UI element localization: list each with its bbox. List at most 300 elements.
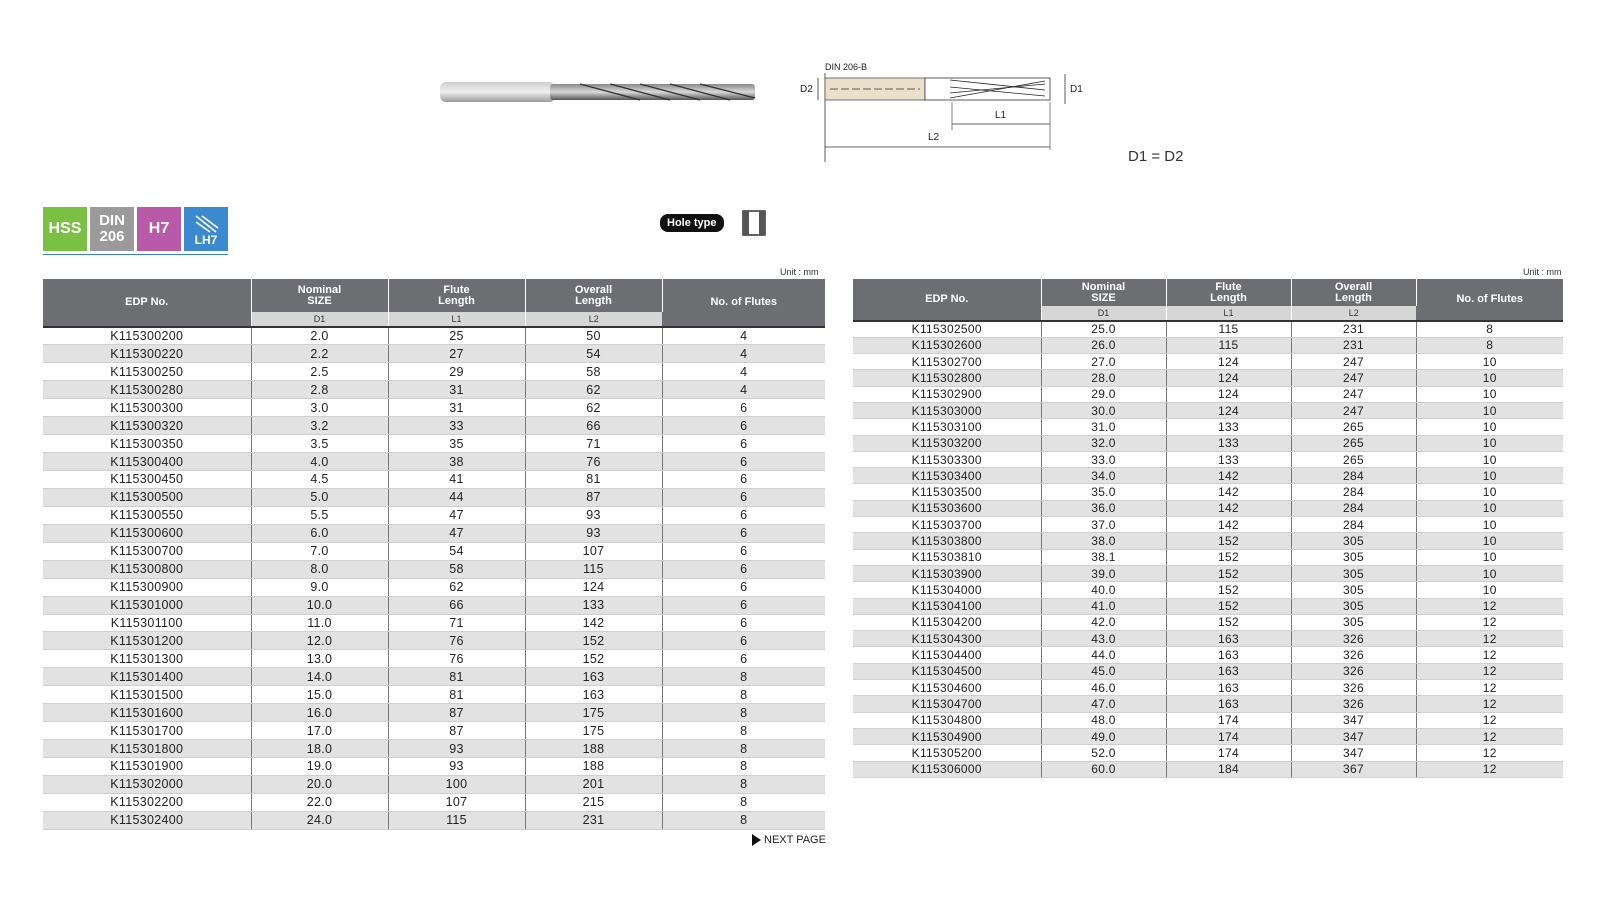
din-badge <box>90 207 134 251</box>
flute-count-cell: 6 <box>662 524 825 542</box>
nominal-size-cell: 15.0 <box>251 686 388 704</box>
edp-number-cell: K115301500 <box>43 686 251 704</box>
edp-number-cell: K115300450 <box>43 471 251 489</box>
flute-length-cell: 142 <box>1166 500 1291 516</box>
flute-length-cell: 93 <box>388 758 525 776</box>
nominal-size-cell: 30.0 <box>1041 402 1166 418</box>
flute-length-cell: 152 <box>1166 565 1291 581</box>
table-row <box>853 582 1563 598</box>
standard-label: DIN 206-B <box>825 62 868 72</box>
nominal-size-cell: 41.0 <box>1041 598 1166 614</box>
edp-number-cell: K115303900 <box>853 565 1041 581</box>
nominal-size-cell: 9.0 <box>251 578 388 596</box>
edp-number-cell: K115304100 <box>853 598 1041 614</box>
flute-count-cell: 8 <box>662 704 825 722</box>
edp-number-cell: K115304000 <box>853 582 1041 598</box>
overall-length-cell: 163 <box>525 686 662 704</box>
overall-length-cell: 347 <box>1291 728 1416 744</box>
flute-length-cell: 163 <box>1166 680 1291 696</box>
unit-label-left: Unit : mm <box>780 267 819 277</box>
flute-count-cell: 8 <box>662 722 825 740</box>
table-row <box>43 345 825 363</box>
table-row <box>43 650 825 668</box>
table-row <box>853 663 1563 679</box>
col-edp: EDP No. <box>43 279 251 327</box>
flute-length-cell: 163 <box>1166 647 1291 663</box>
table-body-left <box>43 327 825 829</box>
col-overall-sub: L2 <box>525 312 662 327</box>
d1-label: D1 <box>1070 84 1083 95</box>
overall-length-cell: 305 <box>1291 533 1416 549</box>
flute-count-cell: 10 <box>1416 402 1563 418</box>
nominal-size-cell: 28.0 <box>1041 370 1166 386</box>
edp-number-cell: K115301000 <box>43 596 251 614</box>
flute-count-cell: 10 <box>1416 354 1563 370</box>
flute-length-cell: 163 <box>1166 663 1291 679</box>
flute-length-cell: 41 <box>388 471 525 489</box>
flute-length-cell: 35 <box>388 435 525 453</box>
table-row <box>853 647 1563 663</box>
nominal-size-cell: 42.0 <box>1041 614 1166 630</box>
overall-length-cell: 326 <box>1291 680 1416 696</box>
edp-number-cell: K115302400 <box>43 811 251 829</box>
table-row <box>43 506 825 524</box>
overall-length-cell: 133 <box>525 596 662 614</box>
lh7-badge-label: LH7 <box>194 233 218 248</box>
overall-length-cell: 107 <box>525 542 662 560</box>
nominal-size-cell: 38.1 <box>1041 549 1166 565</box>
flute-length-cell: 142 <box>1166 484 1291 500</box>
nominal-size-cell: 3.5 <box>251 435 388 453</box>
overall-length-cell: 284 <box>1291 468 1416 484</box>
flute-count-cell: 10 <box>1416 484 1563 500</box>
col-nominal: Nominal SIZE <box>251 279 388 312</box>
flute-length-cell: 142 <box>1166 517 1291 533</box>
edp-number-cell: K115300700 <box>43 542 251 560</box>
flute-count-cell: 6 <box>662 578 825 596</box>
col-overall-length: Overall Length <box>1291 279 1416 306</box>
table-row <box>853 533 1563 549</box>
edp-number-cell: K115300280 <box>43 381 251 399</box>
edp-number-cell: K115303300 <box>853 451 1041 467</box>
flute-count-cell: 10 <box>1416 517 1563 533</box>
overall-length-cell: 50 <box>525 327 662 345</box>
edp-number-cell: K115303500 <box>853 484 1041 500</box>
next-page-label: NEXT PAGE <box>764 834 826 846</box>
nominal-size-cell: 45.0 <box>1041 663 1166 679</box>
edp-number-cell: K115300550 <box>43 506 251 524</box>
edp-number-cell: K115302700 <box>853 354 1041 370</box>
edp-number-cell: K115304900 <box>853 728 1041 744</box>
edp-number-cell: K115304800 <box>853 712 1041 728</box>
flute-count-cell: 8 <box>662 775 825 793</box>
flute-count-cell: 6 <box>662 435 825 453</box>
nominal-size-cell: 2.2 <box>251 345 388 363</box>
flute-count-cell: 8 <box>662 686 825 704</box>
flute-length-cell: 142 <box>1166 468 1291 484</box>
table-row <box>43 417 825 435</box>
hss-badge: HSS <box>43 207 87 251</box>
table-row <box>43 740 825 758</box>
overall-length-cell: 247 <box>1291 354 1416 370</box>
edp-number-cell: K115303000 <box>853 402 1041 418</box>
table-row <box>853 451 1563 467</box>
flute-length-cell: 133 <box>1166 419 1291 435</box>
edp-number-cell: K115303700 <box>853 517 1041 533</box>
nominal-size-cell: 40.0 <box>1041 582 1166 598</box>
nominal-size-cell: 31.0 <box>1041 419 1166 435</box>
overall-length-cell: 305 <box>1291 614 1416 630</box>
nominal-size-cell: 5.5 <box>251 506 388 524</box>
flute-count-cell: 6 <box>662 471 825 489</box>
overall-length-cell: 62 <box>525 399 662 417</box>
overall-length-cell: 284 <box>1291 500 1416 516</box>
overall-length-cell: 231 <box>1291 321 1416 337</box>
table-row <box>853 354 1563 370</box>
reamer-spec-table-right <box>853 279 1563 778</box>
flute-count-cell: 4 <box>662 381 825 399</box>
nominal-size-cell: 20.0 <box>251 775 388 793</box>
flute-count-cell: 12 <box>1416 663 1563 679</box>
nominal-size-cell: 13.0 <box>251 650 388 668</box>
edp-number-cell: K115304400 <box>853 647 1041 663</box>
overall-length-cell: 152 <box>525 650 662 668</box>
spec-badges <box>43 207 228 255</box>
nominal-size-cell: 25.0 <box>1041 321 1166 337</box>
flute-length-cell: 133 <box>1166 451 1291 467</box>
flute-length-cell: 124 <box>1166 370 1291 386</box>
overall-length-cell: 326 <box>1291 663 1416 679</box>
overall-length-cell: 58 <box>525 363 662 381</box>
nominal-size-cell: 12.0 <box>251 632 388 650</box>
flute-length-cell: 47 <box>388 524 525 542</box>
nominal-size-cell: 36.0 <box>1041 500 1166 516</box>
flute-length-cell: 31 <box>388 381 525 399</box>
l1-label: L1 <box>995 110 1007 121</box>
edp-number-cell: K115304700 <box>853 696 1041 712</box>
table-row <box>853 435 1563 451</box>
reamer-photo <box>440 78 760 106</box>
table-row <box>43 793 825 811</box>
table-row <box>43 471 825 489</box>
din-badge-line1: DIN <box>99 212 125 230</box>
flute-length-cell: 62 <box>388 578 525 596</box>
nominal-size-cell: 16.0 <box>251 704 388 722</box>
flute-count-cell: 10 <box>1416 451 1563 467</box>
overall-length-cell: 326 <box>1291 696 1416 712</box>
table-row <box>43 722 825 740</box>
flute-count-cell: 10 <box>1416 533 1563 549</box>
flute-count-cell: 10 <box>1416 435 1563 451</box>
flute-length-cell: 47 <box>388 506 525 524</box>
flute-length-cell: 174 <box>1166 712 1291 728</box>
flute-count-cell: 12 <box>1416 696 1563 712</box>
table-row <box>853 386 1563 402</box>
overall-length-cell: 71 <box>525 435 662 453</box>
overall-length-cell: 305 <box>1291 598 1416 614</box>
din-badge-line2: 206 <box>99 228 125 245</box>
nominal-size-cell: 2.8 <box>251 381 388 399</box>
overall-length-cell: 115 <box>525 560 662 578</box>
unit-label-right: Unit : mm <box>1523 267 1562 277</box>
overall-length-cell: 124 <box>525 578 662 596</box>
table-row <box>43 578 825 596</box>
edp-number-cell: K115300350 <box>43 435 251 453</box>
table-row <box>43 327 825 345</box>
flute-count-cell: 6 <box>662 596 825 614</box>
flute-count-cell: 12 <box>1416 598 1563 614</box>
table-row <box>853 712 1563 728</box>
overall-length-cell: 305 <box>1291 549 1416 565</box>
flute-length-cell: 87 <box>388 704 525 722</box>
table-row <box>853 419 1563 435</box>
edp-number-cell: K115301700 <box>43 722 251 740</box>
col-flute-sub: L1 <box>1166 306 1291 321</box>
edp-number-cell: K115303100 <box>853 419 1041 435</box>
nominal-size-cell: 27.0 <box>1041 354 1166 370</box>
col-nominal-sub: D1 <box>1041 306 1166 321</box>
flute-count-cell: 10 <box>1416 386 1563 402</box>
nominal-size-cell: 39.0 <box>1041 565 1166 581</box>
flute-count-cell: 6 <box>662 632 825 650</box>
flute-count-cell: 12 <box>1416 745 1563 761</box>
flute-count-cell: 6 <box>662 488 825 506</box>
flute-count-cell: 8 <box>1416 337 1563 353</box>
nominal-size-cell: 6.0 <box>251 524 388 542</box>
table-row <box>853 696 1563 712</box>
nominal-size-cell: 17.0 <box>251 722 388 740</box>
overall-length-cell: 265 <box>1291 451 1416 467</box>
table-row <box>853 680 1563 696</box>
table-row <box>43 524 825 542</box>
nominal-size-cell: 34.0 <box>1041 468 1166 484</box>
overall-length-cell: 152 <box>525 632 662 650</box>
edp-number-cell: K115301200 <box>43 632 251 650</box>
overall-length-cell: 175 <box>525 722 662 740</box>
flute-count-cell: 6 <box>662 399 825 417</box>
flute-count-cell: 10 <box>1416 468 1563 484</box>
nominal-size-cell: 60.0 <box>1041 761 1166 777</box>
table-row <box>43 381 825 399</box>
nominal-size-cell: 10.0 <box>251 596 388 614</box>
overall-length-cell: 284 <box>1291 517 1416 533</box>
edp-number-cell: K115303400 <box>853 468 1041 484</box>
col-overall-length: Overall Length <box>525 279 662 312</box>
overall-length-cell: 347 <box>1291 712 1416 728</box>
flute-length-cell: 174 <box>1166 745 1291 761</box>
nominal-size-cell: 49.0 <box>1041 728 1166 744</box>
nominal-size-cell: 3.0 <box>251 399 388 417</box>
nominal-size-cell: 29.0 <box>1041 386 1166 402</box>
table-row <box>43 435 825 453</box>
nominal-size-cell: 43.0 <box>1041 631 1166 647</box>
flute-count-cell: 10 <box>1416 500 1563 516</box>
table-row <box>43 632 825 650</box>
flute-length-cell: 124 <box>1166 402 1291 418</box>
nominal-size-cell: 32.0 <box>1041 435 1166 451</box>
edp-number-cell: K115304300 <box>853 631 1041 647</box>
nominal-size-cell: 11.0 <box>251 614 388 632</box>
col-flutes: No. of Flutes <box>662 279 825 327</box>
table-row <box>43 704 825 722</box>
table-body-right <box>853 321 1563 777</box>
edp-number-cell: K115303200 <box>853 435 1041 451</box>
reamer-spec-table-left <box>43 279 825 830</box>
edp-number-cell: K115302500 <box>853 321 1041 337</box>
left-hand-spiral-icon <box>192 214 220 234</box>
edp-number-cell: K115305200 <box>853 745 1041 761</box>
overall-length-cell: 54 <box>525 345 662 363</box>
nominal-size-cell: 7.0 <box>251 542 388 560</box>
table-row <box>853 761 1563 777</box>
nominal-size-cell: 19.0 <box>251 758 388 776</box>
flute-count-cell: 6 <box>662 614 825 632</box>
nominal-size-cell: 33.0 <box>1041 451 1166 467</box>
edp-number-cell: K115302800 <box>853 370 1041 386</box>
l2-label: L2 <box>928 132 940 143</box>
table-row <box>853 500 1563 516</box>
nominal-size-cell: 3.2 <box>251 417 388 435</box>
flute-length-cell: 58 <box>388 560 525 578</box>
table-row <box>853 484 1563 500</box>
overall-length-cell: 231 <box>1291 337 1416 353</box>
nominal-size-cell: 24.0 <box>251 811 388 829</box>
col-flute-sub: L1 <box>388 312 525 327</box>
overall-length-cell: 163 <box>525 668 662 686</box>
col-flute-length: Flute Length <box>388 279 525 312</box>
nominal-size-cell: 2.0 <box>251 327 388 345</box>
edp-number-cell: K115301800 <box>43 740 251 758</box>
through-hole-icon <box>742 210 766 236</box>
overall-length-cell: 305 <box>1291 582 1416 598</box>
overall-length-cell: 265 <box>1291 419 1416 435</box>
flute-count-cell: 4 <box>662 363 825 381</box>
flute-length-cell: 152 <box>1166 533 1291 549</box>
table-row <box>853 402 1563 418</box>
flute-length-cell: 76 <box>388 650 525 668</box>
flute-length-cell: 152 <box>1166 598 1291 614</box>
col-flute-length: Flute Length <box>1166 279 1291 306</box>
nominal-size-cell: 18.0 <box>251 740 388 758</box>
nominal-size-cell: 4.5 <box>251 471 388 489</box>
edp-number-cell: K115301100 <box>43 614 251 632</box>
flute-count-cell: 12 <box>1416 680 1563 696</box>
table-row <box>853 517 1563 533</box>
flute-length-cell: 133 <box>1166 435 1291 451</box>
table-row <box>853 565 1563 581</box>
nominal-size-cell: 37.0 <box>1041 517 1166 533</box>
flute-length-cell: 54 <box>388 542 525 560</box>
flute-length-cell: 163 <box>1166 631 1291 647</box>
table-row <box>853 370 1563 386</box>
edp-number-cell: K115302900 <box>853 386 1041 402</box>
flute-length-cell: 33 <box>388 417 525 435</box>
flute-length-cell: 152 <box>1166 582 1291 598</box>
flute-count-cell: 6 <box>662 453 825 471</box>
col-overall-sub: L2 <box>1291 306 1416 321</box>
flute-count-cell: 12 <box>1416 631 1563 647</box>
edp-number-cell: K115301900 <box>43 758 251 776</box>
flute-length-cell: 174 <box>1166 728 1291 744</box>
overall-length-cell: 188 <box>525 758 662 776</box>
edp-number-cell: K115300800 <box>43 560 251 578</box>
overall-length-cell: 265 <box>1291 435 1416 451</box>
flute-count-cell: 6 <box>662 560 825 578</box>
flute-length-cell: 71 <box>388 614 525 632</box>
table-row <box>853 745 1563 761</box>
table-row <box>43 668 825 686</box>
edp-number-cell: K115300500 <box>43 488 251 506</box>
overall-length-cell: 326 <box>1291 631 1416 647</box>
flute-count-cell: 6 <box>662 506 825 524</box>
table-row <box>43 363 825 381</box>
d2-label: D2 <box>800 84 813 95</box>
flute-length-cell: 27 <box>388 345 525 363</box>
overall-length-cell: 81 <box>525 471 662 489</box>
overall-length-cell: 247 <box>1291 386 1416 402</box>
overall-length-cell: 305 <box>1291 565 1416 581</box>
edp-number-cell: K115302200 <box>43 793 251 811</box>
play-arrow-icon <box>752 834 761 846</box>
nominal-size-cell: 44.0 <box>1041 647 1166 663</box>
dimension-formula: D1 = D2 <box>1128 148 1184 165</box>
overall-length-cell: 215 <box>525 793 662 811</box>
flute-length-cell: 100 <box>388 775 525 793</box>
next-page-link[interactable] <box>752 834 826 846</box>
table-row <box>43 775 825 793</box>
table-row <box>43 488 825 506</box>
nominal-size-cell: 48.0 <box>1041 712 1166 728</box>
edp-number-cell: K115304500 <box>853 663 1041 679</box>
reamer-dimension-drawing <box>800 60 1120 170</box>
edp-number-cell: K115306000 <box>853 761 1041 777</box>
h7-badge: H7 <box>137 207 181 251</box>
edp-number-cell: K115300220 <box>43 345 251 363</box>
edp-number-cell: K115300400 <box>43 453 251 471</box>
flute-count-cell: 12 <box>1416 614 1563 630</box>
flute-count-cell: 8 <box>662 668 825 686</box>
overall-length-cell: 347 <box>1291 745 1416 761</box>
edp-number-cell: K115302000 <box>43 775 251 793</box>
flute-length-cell: 87 <box>388 722 525 740</box>
table-row <box>853 598 1563 614</box>
table-row <box>853 549 1563 565</box>
flute-count-cell: 10 <box>1416 419 1563 435</box>
edp-number-cell: K115300900 <box>43 578 251 596</box>
nominal-size-cell: 47.0 <box>1041 696 1166 712</box>
overall-length-cell: 93 <box>525 506 662 524</box>
overall-length-cell: 201 <box>525 775 662 793</box>
flute-count-cell: 8 <box>1416 321 1563 337</box>
edp-number-cell: K115300250 <box>43 363 251 381</box>
overall-length-cell: 367 <box>1291 761 1416 777</box>
flute-count-cell: 4 <box>662 327 825 345</box>
table-row <box>43 542 825 560</box>
edp-number-cell: K115301600 <box>43 704 251 722</box>
edp-number-cell: K115302600 <box>853 337 1041 353</box>
edp-number-cell: K115301400 <box>43 668 251 686</box>
flute-length-cell: 124 <box>1166 354 1291 370</box>
table-row <box>43 399 825 417</box>
edp-number-cell: K115300320 <box>43 417 251 435</box>
flute-length-cell: 29 <box>388 363 525 381</box>
edp-number-cell: K115300300 <box>43 399 251 417</box>
flute-count-cell: 10 <box>1416 582 1563 598</box>
overall-length-cell: 247 <box>1291 370 1416 386</box>
flute-count-cell: 6 <box>662 650 825 668</box>
flute-count-cell: 12 <box>1416 647 1563 663</box>
flute-length-cell: 76 <box>388 632 525 650</box>
